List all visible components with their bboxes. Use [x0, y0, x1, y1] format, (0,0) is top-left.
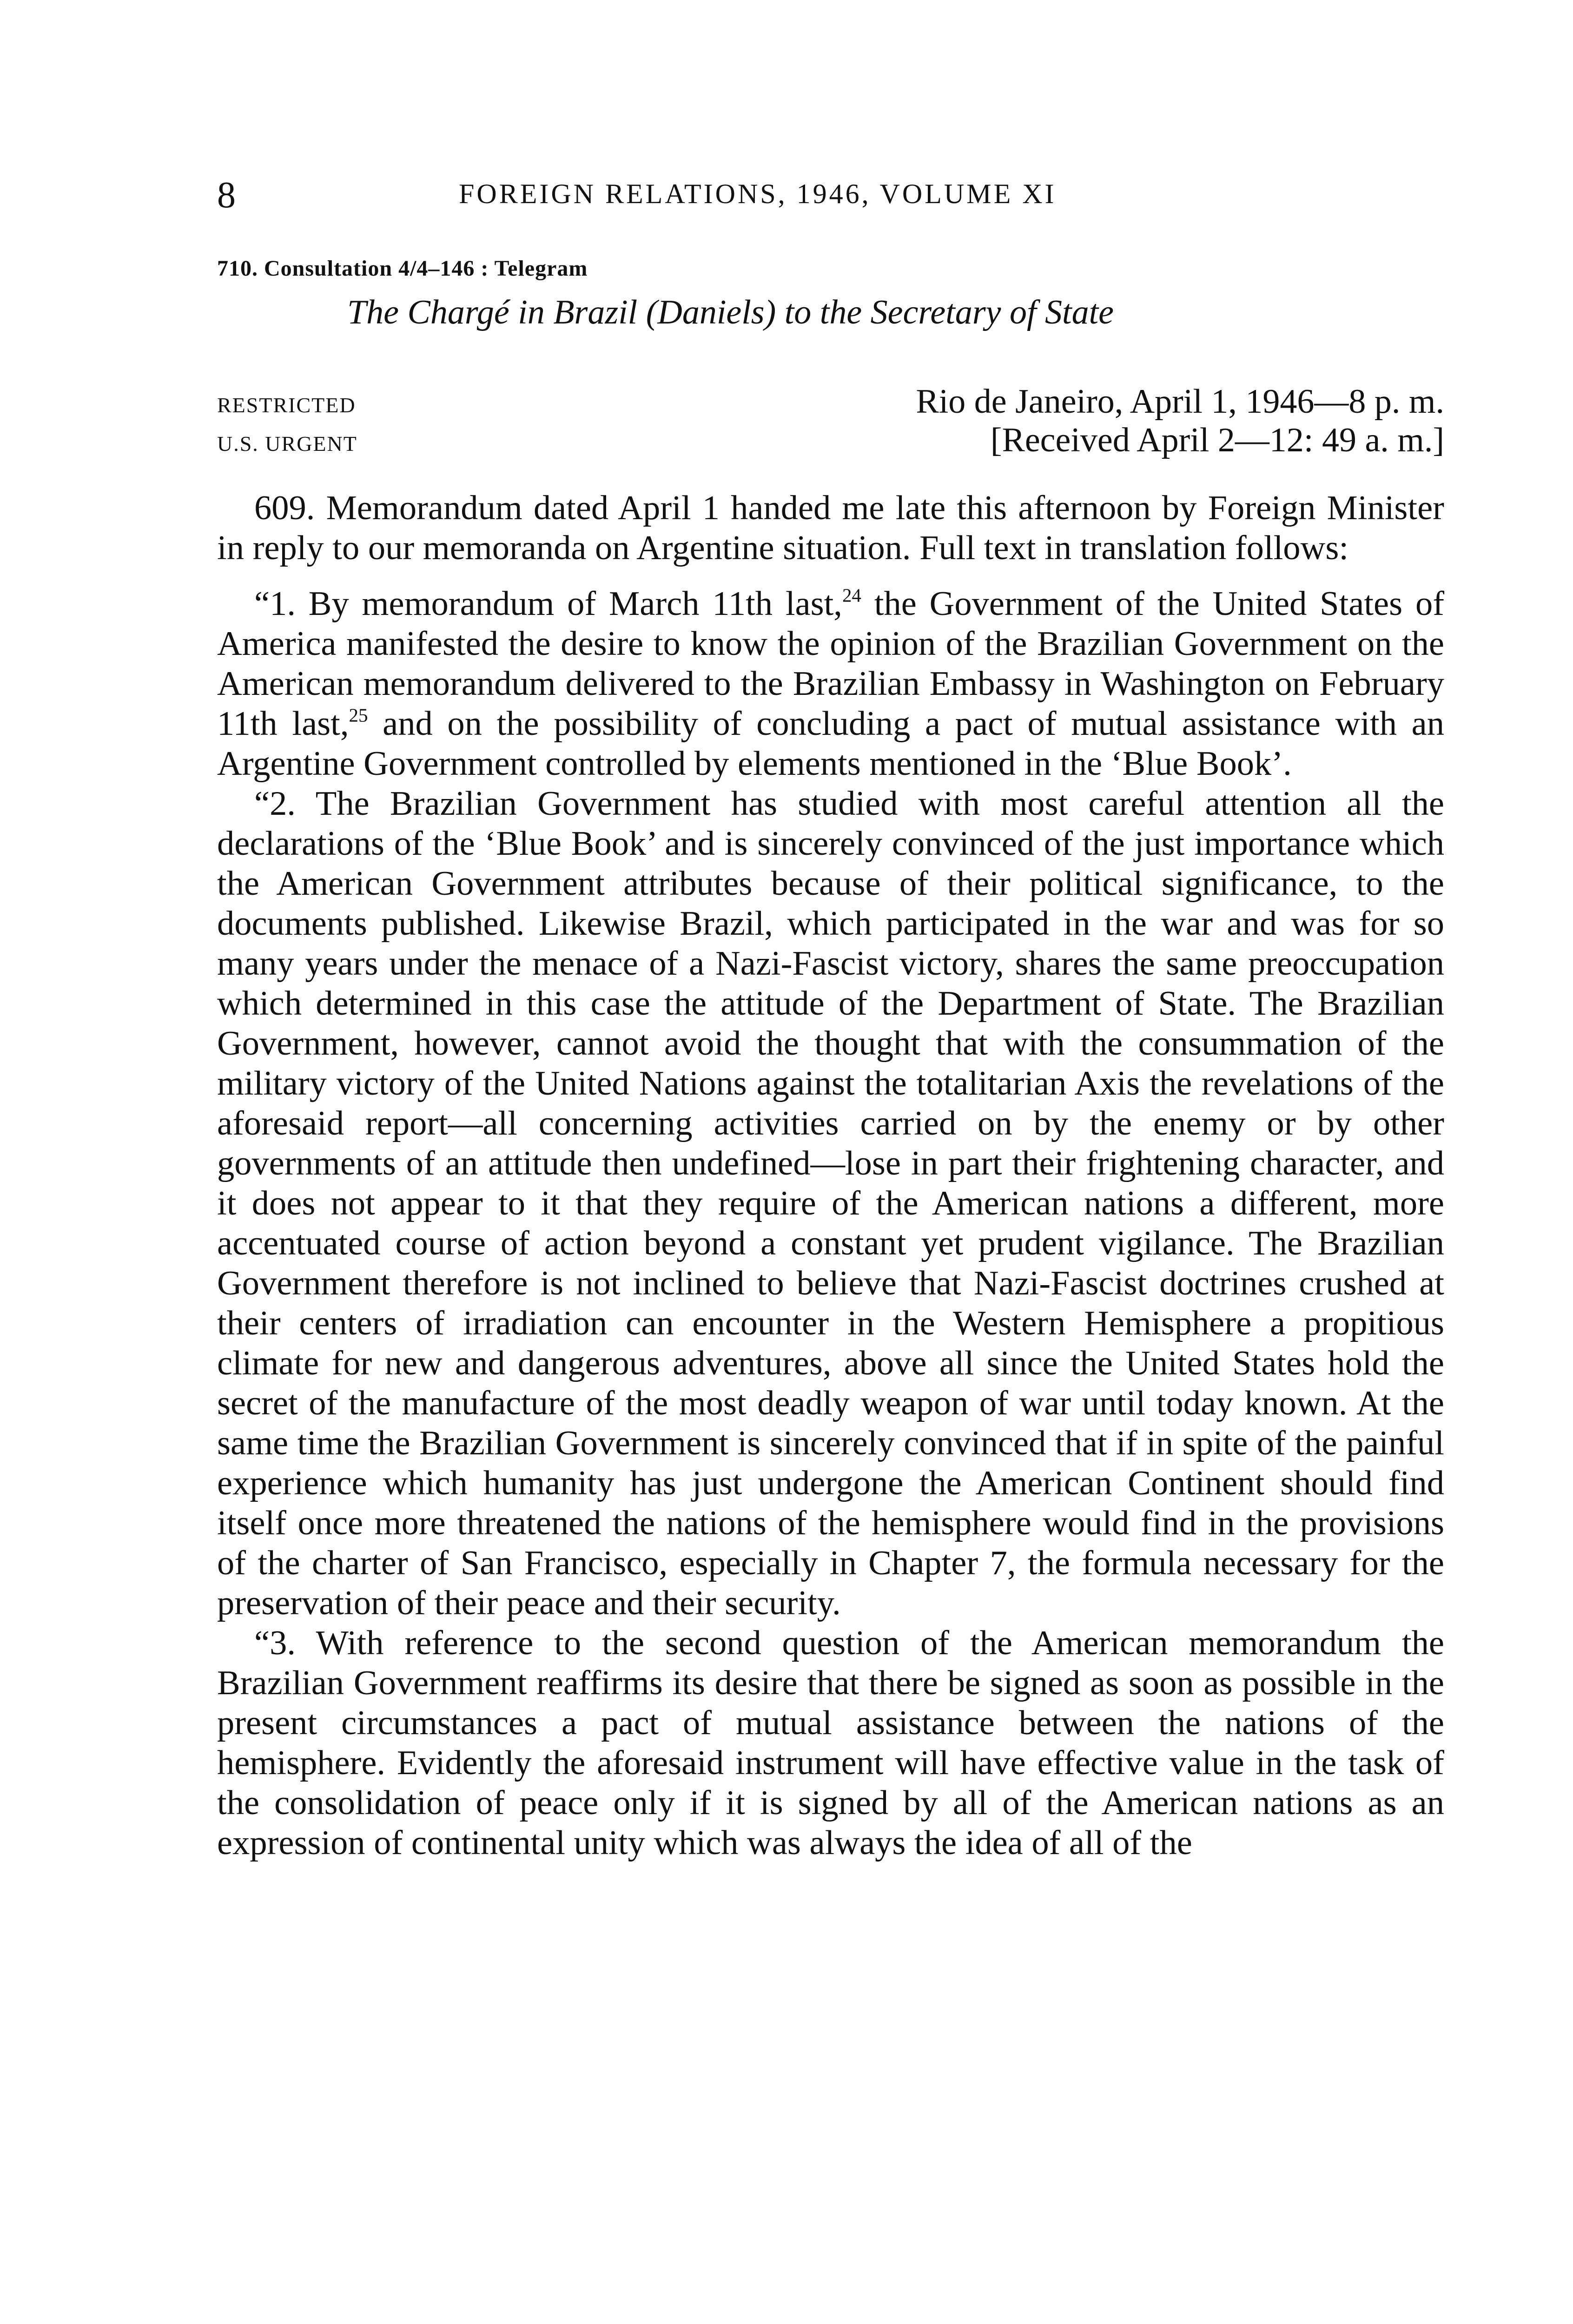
paragraph-1 — [217, 584, 1444, 784]
paragraph-1-text-b: the Government of the United States of America manifested the desire to know the opinion of the Brazilian Government on the American memorandum delivered to the Brazilian Embassy in Washington on February 11th last, — [217, 585, 1444, 743]
classification-label: RESTRICTED — [217, 393, 356, 417]
footnote-ref-24: 24 — [842, 584, 861, 606]
paragraph-2: “2. The Brazilian Government has studied with most careful attention all the declarations of the ‘Blue Book’ and is sincerely convinced of the just importance which the American Government attributes because of their political significance, to the documents published. Likewise Brazil, which participated in the war and was for so many years under the menace of a Nazi-Fascist victory, shares the same preoccupation which determined in this case the attitude of the Department of State. The Brazilian Government, however, cannot avoid the thought that with the consummation of the military victory of the United Nations against the totalitarian Axis the revelations of the aforesaid report—all concerning activities carried on by the enemy or by other governments of an attitude then undefined—lose in part their frightening character, and it does not appear to it that they require of the American nations a different, more accentuated course of action beyond a constant yet prudent vigilance. The Brazilian Government therefore is not inclined to believe that Nazi-Fascist doctrines crushed at their centers of irradiation can encounter in the Western Hemisphere a propitious climate for new and dangerous adventures, above all since the United States hold the secret of the manufacture of the most deadly weapon of war until today known. At the same time the Brazilian Government is sincerely convinced that if in spite of the painful experience which humanity has just undergone the American Continent should find itself once more threatened the nations of the hemisphere would find in the provisions of the charter of San Francisco, especially in Chapter 7, the formula necessary for the preservation of their peace and their security. — [217, 785, 1444, 1622]
paragraph-1-text-c: and on the possibility of concluding a pact of mutual assistance with an Argentine Government controlled by elements mentioned in the ‘Blue Book’. — [217, 705, 1444, 783]
document-title: The Chargé in Brazil (Daniels) to the Secretary of State — [347, 293, 1114, 331]
document-number-line: 710. Consultation 4/4–146 : Telegram — [217, 256, 588, 281]
running-title: FOREIGN RELATIONS, 1946, VOLUME XI — [459, 178, 1057, 209]
paragraph-609: 609. Memorandum dated April 1 handed me late this afternoon by Foreign Minister in reply to our memoranda on Argentine situation. Full text in translation follows: — [217, 489, 1444, 567]
received-line: [Received April 2—12: 49 a. m.] — [990, 421, 1444, 459]
footnote-ref-25: 25 — [349, 704, 368, 726]
paragraph-3: “3. With reference to the second question of the American memorandum the Brazilian Government reaffirms its desire that there be signed as soon as possible in the present circumstances a pact of mutual assistance between the nations of the hemisphere. Evidently the aforesaid instrument will have effective value in the task of the consolidation of peace only if it is signed by all of the American nations as an expression of continental unity which was always the idea of all of the — [217, 1624, 1444, 1862]
priority-label: U.S. URGENT — [217, 432, 357, 456]
paragraph-1-text-a: “1. By memorandum of March 11th last, — [254, 585, 842, 623]
running-head — [217, 174, 1444, 216]
telegram-body — [217, 488, 1444, 1863]
page-number: 8 — [217, 175, 236, 216]
place-date-line: Rio de Janeiro, April 1, 1946—8 p. m. — [916, 383, 1444, 421]
